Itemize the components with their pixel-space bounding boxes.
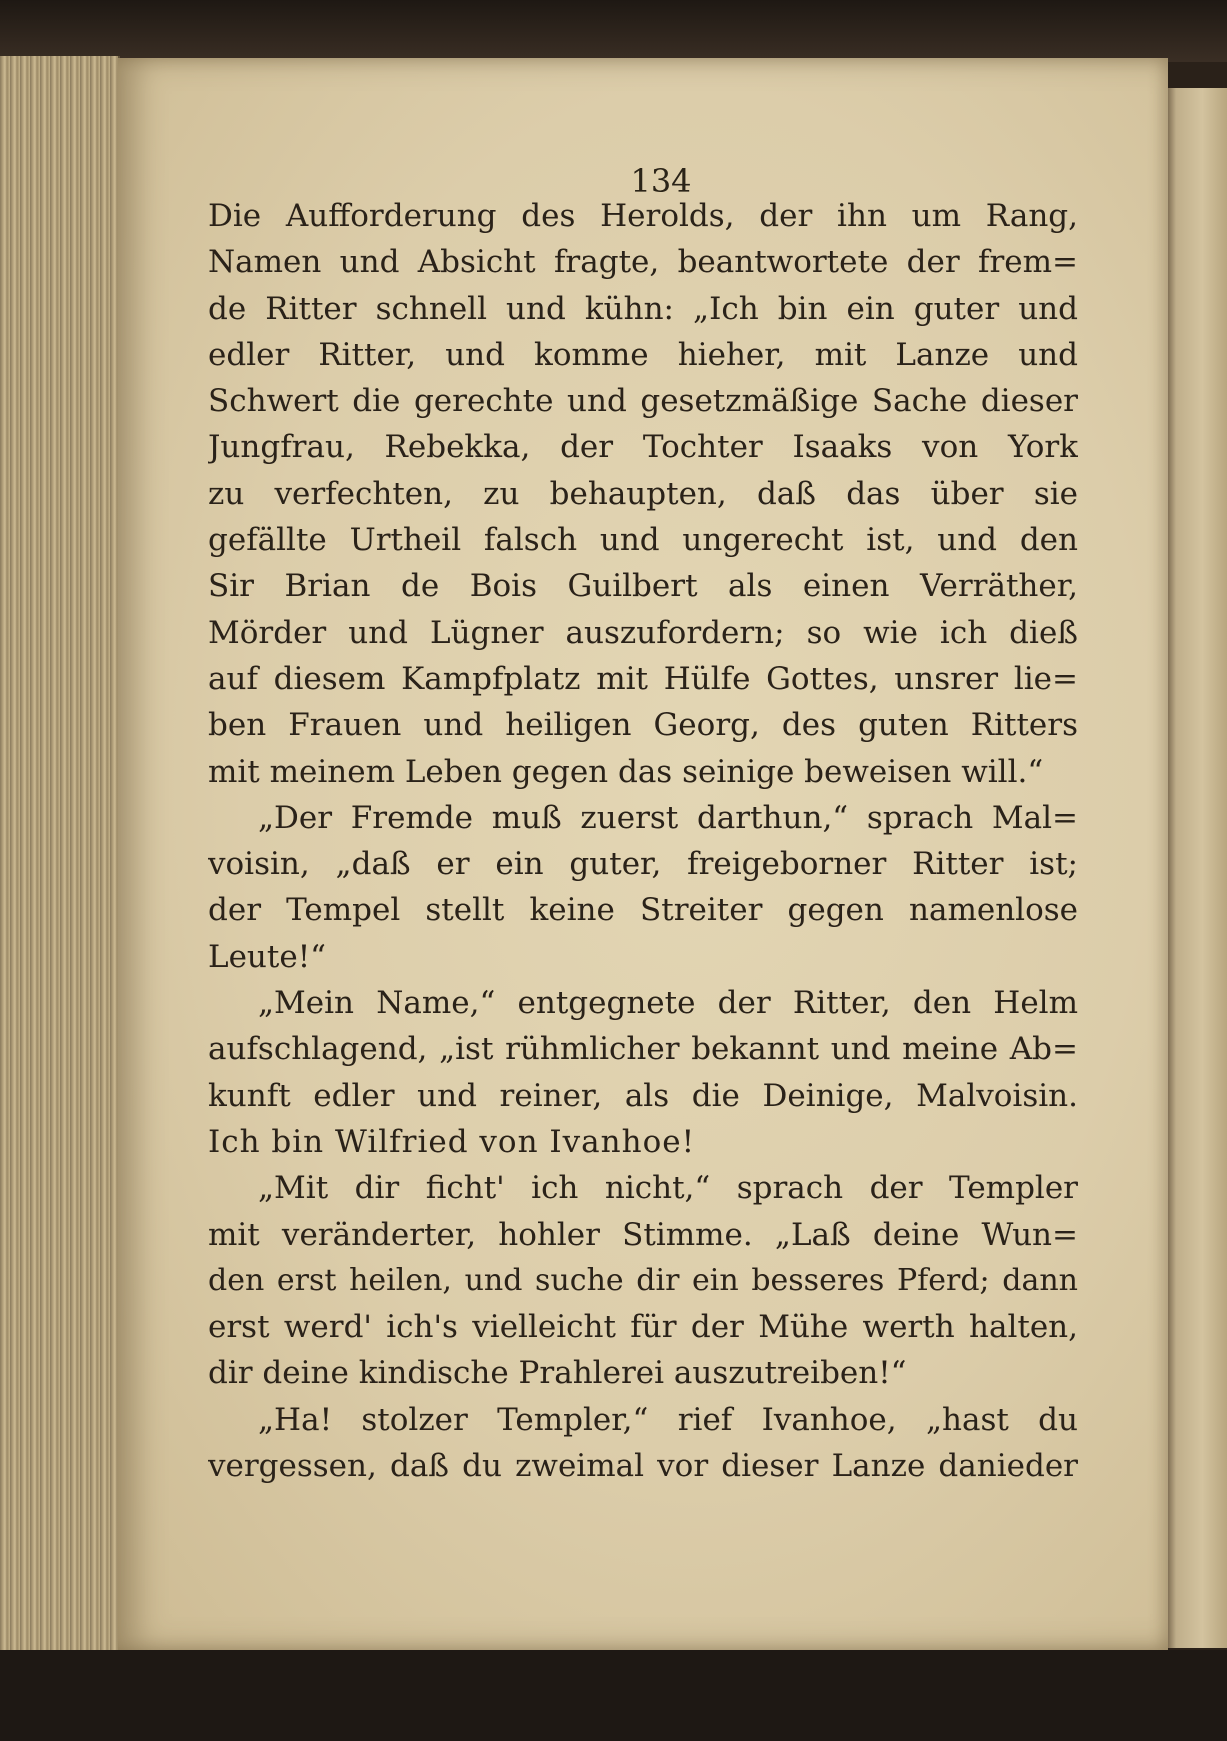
text-line: „Mein Name,“ entgegnete der Ritter, den Helm <box>258 985 1078 1022</box>
text-line: „Der Fremde muß zuerst darthun,“ sprach Mal= <box>258 799 1078 836</box>
text-line: den erst heilen, und suche dir ein besseres Pferd; dann <box>208 1262 1078 1298</box>
text-line: kunft edler und reiner, als die Deinige, Malvoisin. <box>208 1077 1078 1114</box>
text-line: mit veränderter, hohler Stimme. „Laß deine Wun= <box>208 1216 1078 1253</box>
text-line: „Ha! stolzer Templer,“ rief Ivanhoe, „hast du <box>258 1401 1078 1438</box>
text-line: Leute!“ <box>208 938 327 975</box>
text-line: edler Ritter, und komme hieher, mit Lanze und <box>208 336 1078 373</box>
text-line: de Ritter schnell und kühn: „Ich bin ein guter und <box>208 290 1078 327</box>
book-cover-bottom <box>0 1650 1227 1741</box>
text-line: der Tempel stellt keine Streiter gegen namenlose <box>208 892 1078 929</box>
text-line: auf diesem Kampfplatz mit Hülfe Gottes, unsrer lie= <box>208 660 1078 697</box>
text-line: ben Frauen und heiligen Georg, des guten Ritters <box>208 707 1078 744</box>
body-text <box>208 193 1078 1489</box>
text-line: Schwert die gerechte und gesetzmäßige Sache dieser <box>208 383 1078 420</box>
text-line: zu verfechten, zu behaupten, daß das über sie <box>208 475 1078 512</box>
text-line: mit meinem Leben gegen das seinige beweisen will.“ <box>208 753 1044 790</box>
text-line: aufschlagend, „ist rühmlicher bekannt und meine Ab= <box>208 1031 1078 1068</box>
text-line: Sir Brian de Bois Guilbert als einen Verräther, <box>208 568 1078 605</box>
text-line: vergessen, daß du zweimal vor dieser Lanze danieder <box>208 1448 1078 1485</box>
text-line: gefällte Urtheil falsch und ungerecht ist, und den <box>208 522 1078 559</box>
book-cover-top <box>0 0 1227 62</box>
text-line: dir deine kindische Prahlerei auszutreiben!“ <box>208 1355 907 1392</box>
text-line: Namen und Absicht fragte, beantwortete der frem= <box>208 244 1078 281</box>
text-line: voisin, „daß er ein guter, freigeborner Ritter ist; <box>208 846 1078 883</box>
text-line: Mörder und Lügner auszufordern; so wie ich dieß <box>208 614 1078 651</box>
text-line: Ich bin Wilfried von Ivanhoe! <box>208 1123 696 1160</box>
book-page <box>118 58 1168 1650</box>
text-line: erst werd' ich's vielleicht für der Mühe werth halten, <box>208 1309 1078 1346</box>
text-line: „Mit dir ficht' ich nicht,“ sprach der Templer <box>258 1170 1078 1207</box>
text-line: Jungfrau, Rebekka, der Tochter Isaaks von York <box>208 429 1078 466</box>
page-number: 134 <box>630 162 692 200</box>
text-line: Die Aufforderung des Herolds, der ihn um Rang, <box>208 198 1078 234</box>
next-page-edge <box>1165 88 1227 1648</box>
stacked-page-edges <box>0 56 120 1656</box>
